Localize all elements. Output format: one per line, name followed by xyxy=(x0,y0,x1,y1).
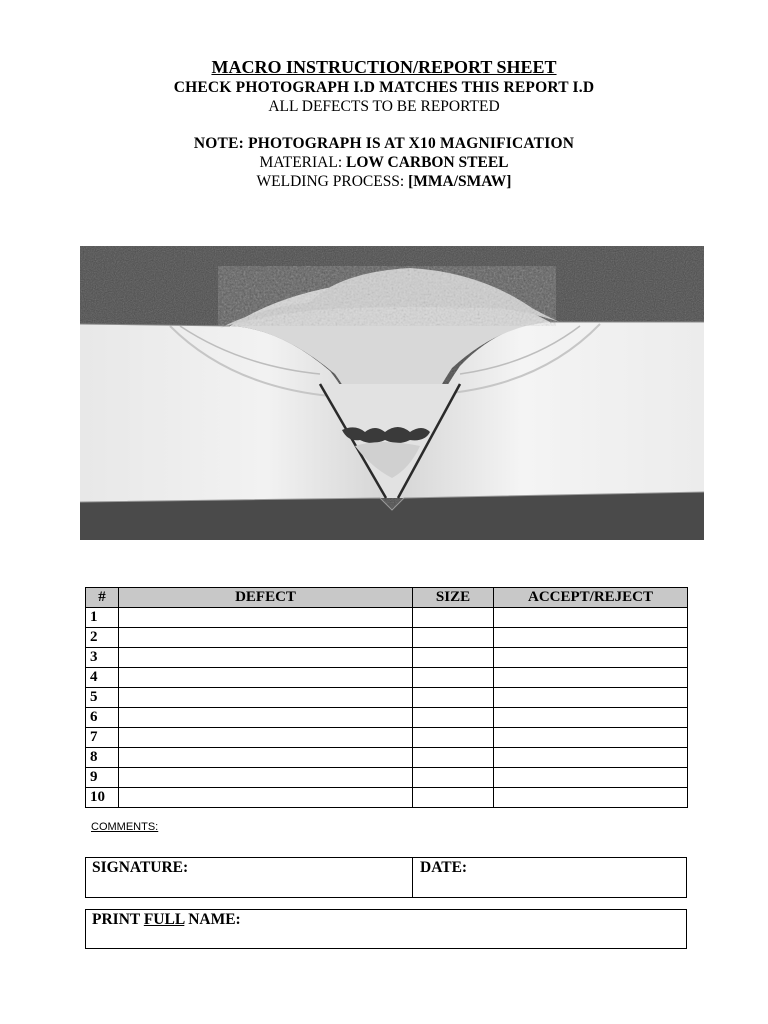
table-row xyxy=(86,608,688,628)
accept-reject-cell[interactable] xyxy=(494,688,688,708)
defect-cell[interactable] xyxy=(119,728,413,748)
size-cell[interactable] xyxy=(413,728,494,748)
table-row xyxy=(86,788,688,808)
accept-reject-cell[interactable] xyxy=(494,648,688,668)
defect-cell[interactable] xyxy=(119,708,413,728)
defect-cell[interactable] xyxy=(119,608,413,628)
column-header-accept-reject: ACCEPT/REJECT xyxy=(494,588,688,608)
row-number: 4 xyxy=(86,668,119,688)
defect-cell[interactable] xyxy=(119,688,413,708)
date-label: DATE: xyxy=(420,859,468,876)
table-row xyxy=(86,748,688,768)
table-row xyxy=(86,708,688,728)
comments-label: COMMENTS: xyxy=(91,821,159,833)
signature-date-divider xyxy=(412,858,413,897)
material-line xyxy=(0,153,768,172)
accept-reject-cell[interactable] xyxy=(494,608,688,628)
accept-reject-cell[interactable] xyxy=(494,728,688,748)
size-cell[interactable] xyxy=(413,748,494,768)
print-name-box[interactable] xyxy=(85,909,687,949)
welding-process-line xyxy=(0,172,768,191)
row-number: 3 xyxy=(86,648,119,668)
magnification-note: NOTE: PHOTOGRAPH IS AT X10 MAGNIFICATION xyxy=(193,135,575,152)
size-cell[interactable] xyxy=(413,708,494,728)
defect-cell[interactable] xyxy=(119,668,413,688)
row-number: 1 xyxy=(86,608,119,628)
welding-process-label: WELDING PROCESS: xyxy=(256,173,409,190)
accept-reject-cell[interactable] xyxy=(494,628,688,648)
accept-reject-cell[interactable] xyxy=(494,668,688,688)
material-label: MATERIAL: xyxy=(259,154,347,171)
table-row xyxy=(86,628,688,648)
defect-cell[interactable] xyxy=(119,628,413,648)
accept-reject-cell[interactable] xyxy=(494,748,688,768)
row-number: 2 xyxy=(86,628,119,648)
report-header xyxy=(0,56,768,191)
row-number: 9 xyxy=(86,768,119,788)
print-name-suffix: NAME: xyxy=(184,911,241,928)
defect-cell[interactable] xyxy=(119,768,413,788)
size-cell[interactable] xyxy=(413,768,494,788)
size-cell[interactable] xyxy=(413,648,494,668)
table-row xyxy=(86,728,688,748)
size-cell[interactable] xyxy=(413,688,494,708)
accept-reject-cell[interactable] xyxy=(494,768,688,788)
weld-macro-photograph xyxy=(80,246,704,540)
row-number: 8 xyxy=(86,748,119,768)
table-row xyxy=(86,668,688,688)
material-value: LOW CARBON STEEL xyxy=(346,154,509,171)
table-row xyxy=(86,648,688,668)
welding-process-value: [MMA/SMAW] xyxy=(408,173,512,190)
defect-cell[interactable] xyxy=(119,648,413,668)
print-name-label xyxy=(92,911,241,929)
column-header-number: # xyxy=(86,588,119,608)
check-id-instruction: CHECK PHOTOGRAPH I.D MATCHES THIS REPORT I.D xyxy=(173,79,595,96)
report-defects-instruction: ALL DEFECTS TO BE REPORTED xyxy=(268,98,500,115)
signature-label: SIGNATURE: xyxy=(92,859,189,876)
report-title: MACRO INSTRUCTION/REPORT SHEET xyxy=(211,57,557,77)
table-row xyxy=(86,768,688,788)
print-name-prefix: PRINT xyxy=(92,911,144,928)
table-header-row xyxy=(86,588,688,608)
row-number: 7 xyxy=(86,728,119,748)
accept-reject-cell[interactable] xyxy=(494,708,688,728)
print-name-full: FULL xyxy=(143,911,185,928)
size-cell[interactable] xyxy=(413,668,494,688)
size-cell[interactable] xyxy=(413,628,494,648)
row-number: 6 xyxy=(86,708,119,728)
size-cell[interactable] xyxy=(413,788,494,808)
signature-date-box[interactable] xyxy=(85,857,687,898)
row-number: 5 xyxy=(86,688,119,708)
defect-cell[interactable] xyxy=(119,788,413,808)
row-number: 10 xyxy=(86,788,119,808)
size-cell[interactable] xyxy=(413,608,494,628)
column-header-defect: DEFECT xyxy=(119,588,413,608)
table-row xyxy=(86,688,688,708)
accept-reject-cell[interactable] xyxy=(494,788,688,808)
column-header-size: SIZE xyxy=(413,588,494,608)
defects-table xyxy=(85,587,688,808)
defect-cell[interactable] xyxy=(119,748,413,768)
